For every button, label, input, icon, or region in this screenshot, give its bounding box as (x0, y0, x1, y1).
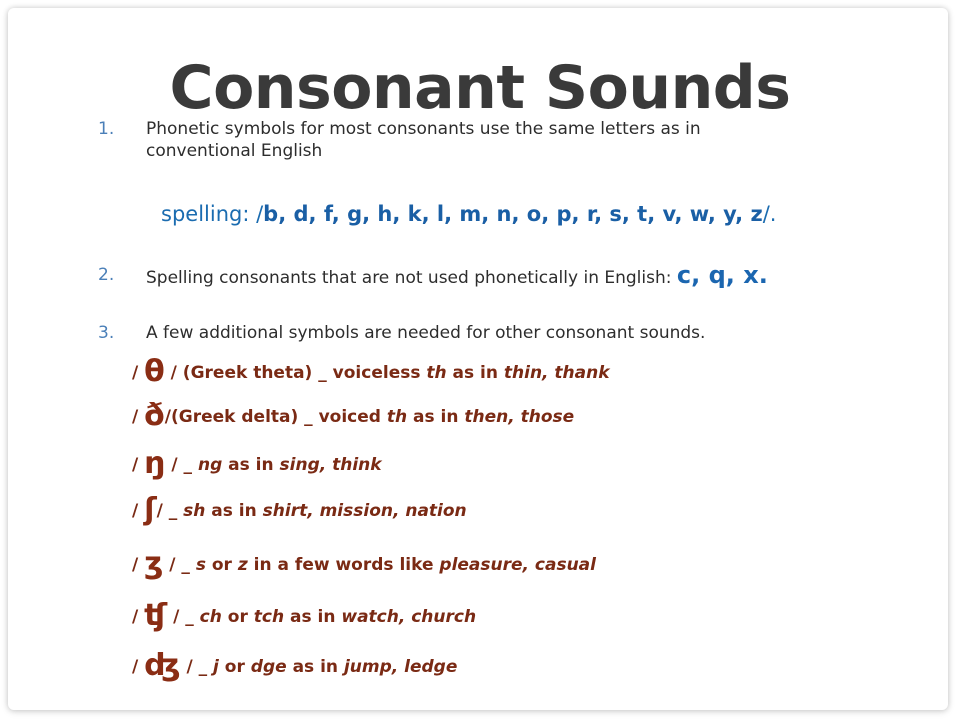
examples: sing, think (279, 455, 382, 475)
symbol-glyph: θ (144, 354, 165, 389)
symbol-row-delta: / ð/(Greek delta) _ voiced th as in then, those (132, 398, 575, 433)
item-text (146, 261, 768, 289)
item-number: 2. (98, 265, 115, 285)
spelling-letters: b, d, f, g, h, k, l, m, n, o, p, r, s, t, v, w, y, z (263, 202, 763, 226)
examples: jump, ledge (343, 657, 458, 677)
symbol-row-ezh: / ʒ / _ s or z in a few words like pleasure, casual (132, 546, 596, 581)
symbol-row-eng: / ŋ / _ ng as in sing, think (132, 446, 382, 481)
examples: shirt, mission, nation (262, 501, 467, 521)
spelling-line (161, 202, 776, 226)
examples: pleasure, casual (439, 555, 596, 575)
symbol-glyph: ŋ (144, 446, 166, 481)
item-line-1: Phonetic symbols for most consonants use the same letters as in (146, 119, 701, 139)
item-number: 1. (98, 119, 115, 139)
item-line-2: conventional English (146, 141, 323, 161)
item-number: 3. (98, 323, 115, 343)
examples: then, those (464, 407, 575, 427)
item-letters: c, q, x. (676, 261, 768, 289)
spelling-suffix: /. (762, 202, 777, 226)
symbol-glyph: ð (144, 398, 165, 433)
spelling-prefix: spelling: / (161, 202, 264, 226)
symbol-row-tesh: / ʧ / _ ch or tch as in watch, church (132, 598, 477, 633)
item-text-main: Spelling consonants that are not used phonetically in English: (146, 268, 677, 288)
item-text: A few additional symbols are needed for other consonant sounds. (146, 323, 706, 343)
item-text (146, 118, 701, 162)
symbol-glyph: ʃ (144, 492, 157, 527)
symbol-glyph: ʧ (144, 598, 168, 633)
symbol-glyph: ʒ (144, 546, 164, 581)
symbol-row-theta: / θ / (Greek theta) _ voiceless th as in thin, thank (132, 354, 610, 389)
symbol-glyph: ʤ (144, 648, 181, 683)
slide-title: Consonant Sounds (169, 53, 791, 123)
symbol-row-esh: / ʃ/ _ sh as in shirt, mission, nation (132, 492, 467, 527)
examples: watch, church (341, 607, 477, 627)
symbol-row-dezh: / ʤ / _ j or dge as in jump, ledge (132, 648, 458, 683)
examples: thin, thank (503, 363, 610, 383)
